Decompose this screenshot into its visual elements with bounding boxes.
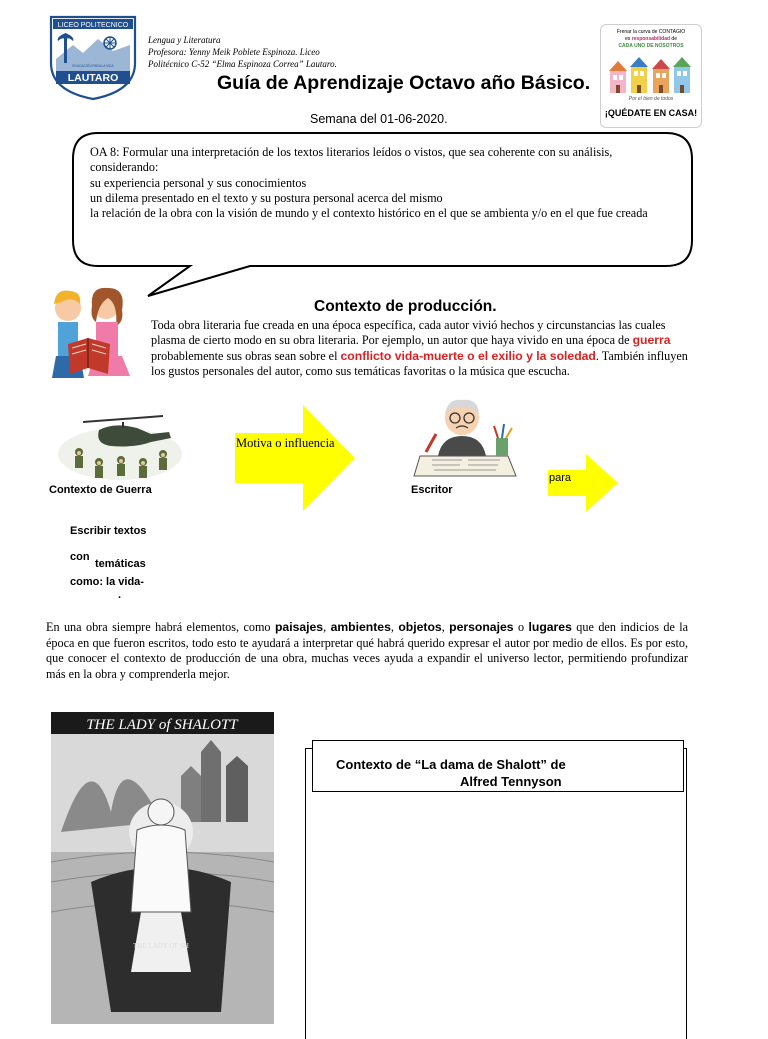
crest-bottom-text: LAUTARO <box>67 72 119 84</box>
objective-line-2: su experiencia personal y sus conocimientos <box>90 175 307 190</box>
writer-illustration <box>412 394 520 484</box>
shalott-author: Alfred Tennyson <box>460 774 562 789</box>
label-war-context: Contexto de Guerra <box>49 484 152 496</box>
stay-home-poster: Frenar la curva de CONTAGIO es responsabilidad de CADA UNO DE NOSOTROS Por el bien de todos ¡QUÉDATE EN CASA! <box>600 24 702 128</box>
war-helicopter-illustration <box>55 408 185 486</box>
highlight-conflicto: conflicto vida-muerte o el exilio y la soledad <box>340 348 596 363</box>
poster-cta: ¡QUÉDATE EN CASA! <box>604 108 698 118</box>
highlight-guerra: guerra <box>632 333 671 348</box>
context-intro: Toda obra literaria fue creada en una época específica, cada autor vivió hechos y circunstancias las cuales plasma de cierto modo en su obra literaria. Por ejemplo, un autor que haya vivido en una época de guerra probablemente sus obras sean sobre el conflicto vida-muerte o el exilio y la soledad. También influyen los gustos personales del autor, como sus temáticas favoritas o la música que escucha. <box>151 318 688 378</box>
kids-reading-illustration <box>38 282 142 386</box>
label-writer: Escritor <box>411 484 453 496</box>
header-info <box>148 34 337 70</box>
shalott-title: Contexto de “La dama de Shalott” de <box>336 757 566 772</box>
label-write-texts: Escribir textos <box>70 525 147 537</box>
section-heading: Contexto de producción. <box>314 298 497 315</box>
week-date: Semana del 01-06-2020. <box>310 112 448 126</box>
page-title: Guía de Aprendizaje Octavo año Básico. <box>217 72 591 94</box>
lady-of-shalott-cover-image <box>51 712 274 1024</box>
label-motivates: Motiva o influencia <box>236 436 335 450</box>
cover-title: THE LADY of SHALOTT <box>86 717 238 733</box>
label-themes: temáticas <box>95 558 146 570</box>
objective-line-4: la relación de la obra con la visión de mundo y el contexto histórico en el que se ambienta y/o en el que fue creada <box>90 206 648 221</box>
houses-icon <box>607 55 695 95</box>
label-dot: . <box>118 589 122 601</box>
label-like-life: como: la vida- <box>70 576 144 588</box>
label-for: para <box>549 472 572 484</box>
elements-paragraph: En una obra siempre habrá elementos, como paisajes, ambientes, objetos, personajes o lugares que den indicios de la época en que fueron escritos, todo esto te ayudará a interpretar qué habrá querido expresar el autor por medio de ellos. Es por esto, que conocer el contexto de producción de una obra, muchas veces ayuda a expandir el universo lector, permitiendo profundizar más en la obra y comprenderla mejor. <box>46 620 689 681</box>
school-line: Politécnico C-52 “Elma Espinoza Correa” Lautaro. <box>148 59 337 69</box>
crest-small-text: EDUCACIÓN PARA LA VIDA <box>72 64 114 68</box>
poster-line-3: CADA UNO DE NOSOTROS <box>618 43 684 49</box>
objective-line-1: OA 8: Formular una interpretación de los textos literarios leídos o vistos, que sea coherente con su análisis, considerando: <box>90 145 613 175</box>
crest-top-text: LICEO POLITECNICO <box>57 22 129 29</box>
arrow-right-icon <box>235 405 355 511</box>
subject-line: Lengua y Literatura <box>148 35 221 45</box>
cover-boat-text: THE LADY OF SH <box>133 942 189 950</box>
objective-line-3: un dilema presentado en el texto y su postura personal acerca del mismo <box>90 190 443 205</box>
poster-sub: Por el bien de todos <box>628 96 674 102</box>
poster-line-1: Frenar la curva de CONTAGIO <box>616 29 686 35</box>
learning-objective <box>90 145 675 221</box>
school-crest-logo <box>48 15 138 101</box>
teacher-line: Profesora: Yenny Meik Poblete Espinoza. Liceo <box>148 47 320 57</box>
label-with: con <box>70 551 90 563</box>
